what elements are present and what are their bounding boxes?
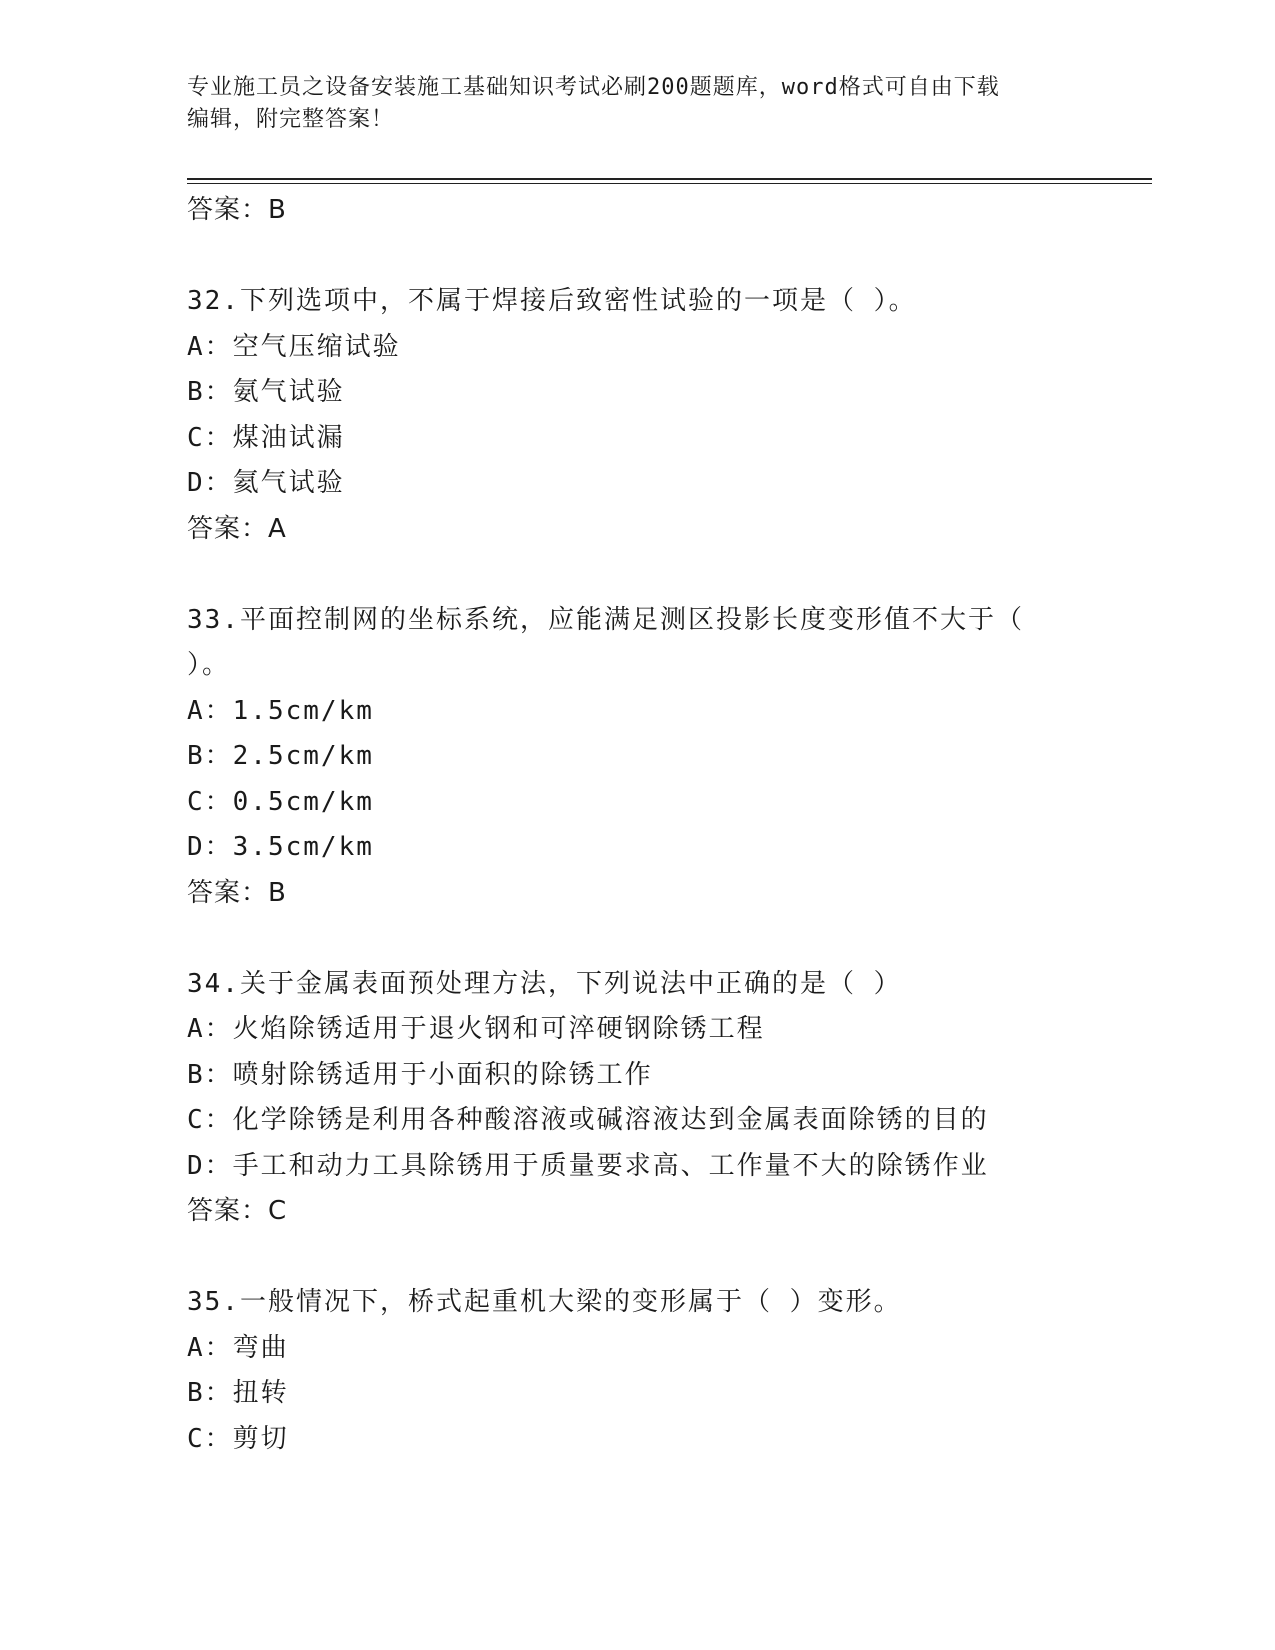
question-34: [187, 962, 1087, 1235]
question-stem: 32.下列选项中，不属于焊接后致密性试验的一项是（ ）。: [187, 286, 917, 316]
option-a: A：1.5cm/km: [187, 695, 374, 726]
question-33: [187, 598, 1087, 917]
question-stem: 35.一般情况下，桥式起重机大梁的变形属于（ ）变形。: [187, 1287, 902, 1317]
option-a: A：空气压缩试验: [187, 331, 401, 362]
question-stem: 34.关于金属表面预处理方法，下列说法中正确的是（ ）: [187, 968, 902, 999]
header-line-2: 编辑，附完整答案！: [187, 107, 395, 132]
header-divider-thin: [187, 183, 1152, 184]
option-c: C：煤油试漏: [187, 422, 345, 453]
option-a: A：弯曲: [187, 1332, 289, 1363]
question-35: [187, 1280, 1087, 1462]
spacer: [187, 1235, 1087, 1281]
option-d: D：3.5cm/km: [187, 832, 374, 862]
document-header: [187, 72, 1067, 136]
previous-answer: 答案：B: [187, 195, 287, 225]
option-b: B：扭转: [187, 1378, 289, 1408]
option-a: A：火焰除锈适用于退火钢和可淬硬钢除锈工程: [187, 1014, 765, 1044]
option-c: C：0.5cm/km: [187, 786, 374, 817]
spacer: [187, 234, 1087, 280]
option-c: C：化学除锈是利用各种酸溶液或碱溶液达到金属表面除锈的目的: [187, 1105, 989, 1135]
header-divider-thick: [187, 178, 1152, 180]
question-list: [187, 188, 1087, 1462]
spacer: [187, 916, 1087, 962]
answer: 答案：C: [187, 1196, 288, 1226]
question-stem: 33.平面控制网的坐标系统，应能满足测区投影长度变形值不大于（: [187, 604, 1024, 635]
option-b: B：2.5cm/km: [187, 741, 374, 771]
answer: 答案：A: [187, 513, 287, 544]
option-d: D：氦气试验: [187, 468, 345, 498]
option-c: C：剪切: [187, 1423, 289, 1454]
header-line-1: 专业施工员之设备安装施工基础知识考试必刷200题题库，word格式可自由下载: [187, 75, 1000, 100]
answer: 答案：B: [187, 877, 287, 908]
question-32: [187, 279, 1087, 552]
spacer: [187, 552, 1087, 598]
option-b: B：氨气试验: [187, 377, 345, 407]
option-d: D：手工和动力工具除锈用于质量要求高、工作量不大的除锈作业: [187, 1150, 989, 1181]
option-b: B：喷射除锈适用于小面积的除锈工作: [187, 1059, 653, 1090]
question-stem-continued: ）。: [187, 650, 231, 680]
